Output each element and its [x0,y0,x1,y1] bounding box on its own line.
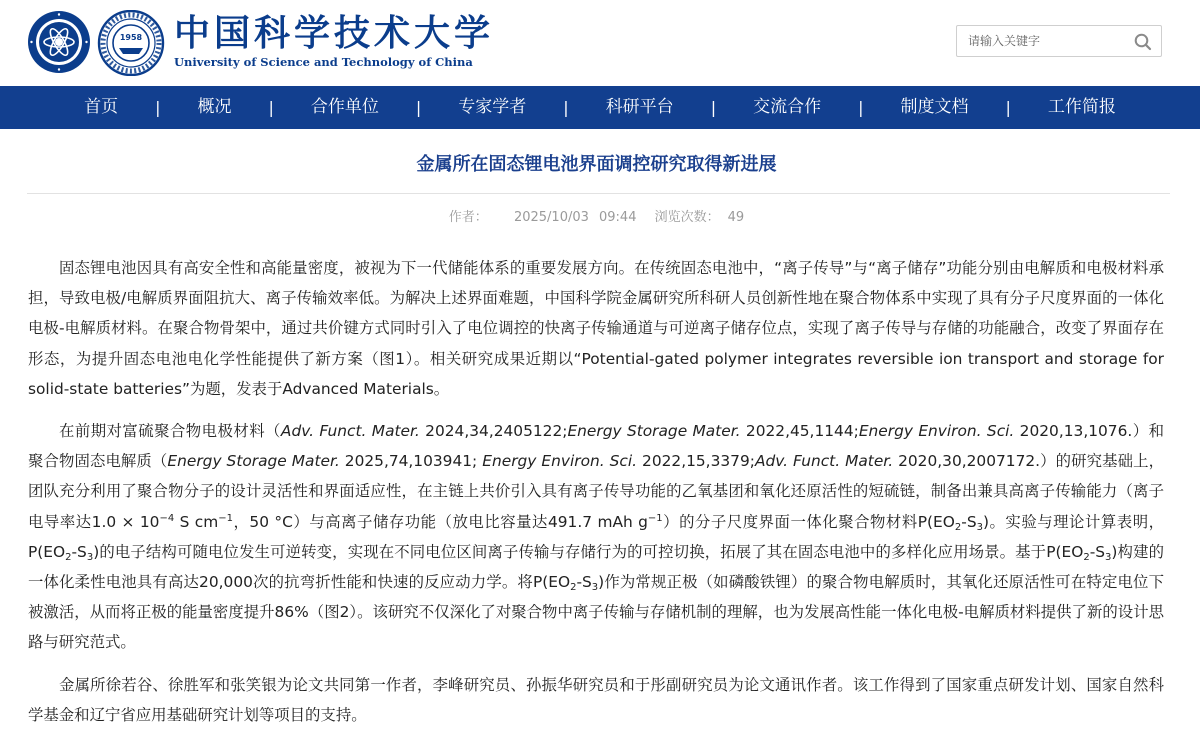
text-run: 2025,74,103941; [339,452,483,471]
text-run: )构建的一体化柔性电池具有高达20,000次的抗弯折性能和快速的反应动力学。将P(EO [28,542,1164,592]
views-label: 浏览次数： [654,210,720,225]
text-run: ，50 °C）与高离子储存功能（放电比容量达491.7 mAh g [233,512,648,531]
text-run: 2020,30,2007172.）的研究基础上，团队充分利用了聚合物分子的设计灵活性和界面适应性，在主链上共价引入具有离子传导功能的乙氧基团和氧化还原活性的短硫链，制备出兼具高离子传输能力（离子电导率达1.0 × 10 [28,452,1164,531]
search-input[interactable] [957,26,1138,56]
journal-name: Energy Environ. Sci. [858,422,1015,441]
nav-item-experts[interactable]: 专家学者 [458,97,527,117]
paragraph-3: 金属所徐若谷、徐胜军和张笑银为论文共同第一作者，李峰研究员、孙振华研究员和于彤副研究员为论文通讯作者。该工作得到了国家重点研发计划、国家自然科学基金和辽宁省应用基础研究计划等项目的支持。 [28,675,1164,724]
nav-item-research-platform[interactable]: 科研平台 [605,97,674,117]
journal-name: Energy Storage Mater. [567,422,741,441]
article-meta [0,206,1193,225]
nav-separator: | [415,98,422,117]
text-run: 2022,45,1144; [740,422,859,441]
journal-name: Adv. Funct. Mater. [280,422,420,441]
text-run: ）的分子尺度界面一体化聚合物材料P(EO [662,512,955,531]
subscript: 2 [65,551,72,563]
nav-item-overview[interactable]: 概况 [197,97,232,117]
text-run: -S [71,542,87,561]
publish-date: 2025/10/03 09:44 [513,210,637,225]
superscript: −1 [218,512,233,524]
subscript: 3 [976,521,983,533]
text-run: S cm [174,512,219,531]
subscript: 3 [1105,551,1112,563]
nav-separator: | [1005,98,1011,117]
site-header [0,0,1200,86]
nav-separator: | [155,98,161,117]
ustc-emblem-logo[interactable] [27,10,91,74]
text-run: -S [1089,542,1106,561]
subscript: 2 [1083,551,1090,563]
nav-separator: | [858,98,864,117]
text-run: 2020,13,1076.）和聚合物固态电解质（ [28,422,1164,471]
university-name-cn: 中国科学技术大学 [174,12,495,54]
university-name-en: University of Science and Technology of China [174,55,473,69]
text-run: -S [961,512,977,531]
superscript: −1 [647,512,663,524]
article-title: 金属所在固态锂电池界面调控研究取得新进展 [416,154,777,175]
nav-item-home[interactable]: 首页 [84,97,119,117]
search-icon[interactable] [1133,32,1153,52]
journal-name: Energy Environ. Sci. [482,452,638,471]
svg-text:1958: 1958 [119,33,143,42]
subscript: 3 [591,582,599,594]
article-body [28,253,1164,742]
nav-item-briefing[interactable]: 工作简报 [1047,97,1116,117]
paragraph-1: 固态锂电池因具有高安全性和高能量密度，被视为下一代储能体系的重要发展方向。在传统固态电池中，“离子传导”与“离子储存”功能分别由电解质和电极材料承担，导致电极/电解质界面阻抗大、离子传输效率低。为解决上述界面难题，中国科学院金属研究所科研人员创新性地在聚合物体系中实现了具有分子尺度界面的一体化电极-电解质材料。在聚合物骨架中，通过共价键方式同时引入了电位调控的快离子传输通道与可逆离子储存位点，实现了离子传导与存储的功能融合，改变了界面存在形态，为提升固态电池电化学性能提供了新方案（图1）。相关研究成果近期以“Potential-gated polymer integrates reversible ion transport and storage for solid-state batteries”为题，发表于Advanced Materials。 [28,259,1164,398]
text-run: -S [576,573,592,592]
nav-item-documents[interactable]: 制度文档 [900,97,969,117]
text-run: 2022,15,3379; [637,452,755,471]
views-count: 49 [727,210,745,225]
superscript: −4 [159,512,175,524]
subscript: 3 [86,551,94,563]
search-box [956,25,1162,57]
title-divider [27,193,1170,194]
subscript: 2 [570,582,577,594]
paragraph-2 [28,416,1164,658]
ustc-seal-logo[interactable] [97,10,165,76]
text-run: 在前期对富硫聚合物电极材料（ [59,422,281,441]
text-run: )。实验与理论计算表明，P(EO [28,512,1164,561]
text-run: 2024,34,2405122; [419,422,568,441]
journal-name: Energy Storage Mater. [167,452,340,471]
nav-separator: | [563,98,569,117]
author-label: 作者： [448,210,488,225]
text-run: )作为常规正极（如磷酸铁锂）的聚合物电解质时，其氧化还原活性可在特定电位下被激活，从而将正极的能量密度提升86%（图2）。该研究不仅深化了对聚合物中离子传输与存储机制的理解，也为发展高性能一体化电极-电解质材料提供了新的设计思路与研究范式。 [28,573,1164,652]
text-run: )的电子结构可随电位发生可逆转变，实现在不同电位区间离子传输与存储行为的可控切换，拓展了其在固态电池中的多样化应用场景。基于P(EO [93,542,1084,561]
journal-name: Adv. Funct. Mater. [754,452,894,471]
nav-separator: | [268,98,274,117]
nav-item-partners[interactable]: 合作单位 [310,97,379,117]
main-nav [0,86,1200,129]
nav-separator: | [710,98,717,117]
nav-item-exchange[interactable]: 交流合作 [753,97,822,117]
subscript: 2 [954,521,962,533]
